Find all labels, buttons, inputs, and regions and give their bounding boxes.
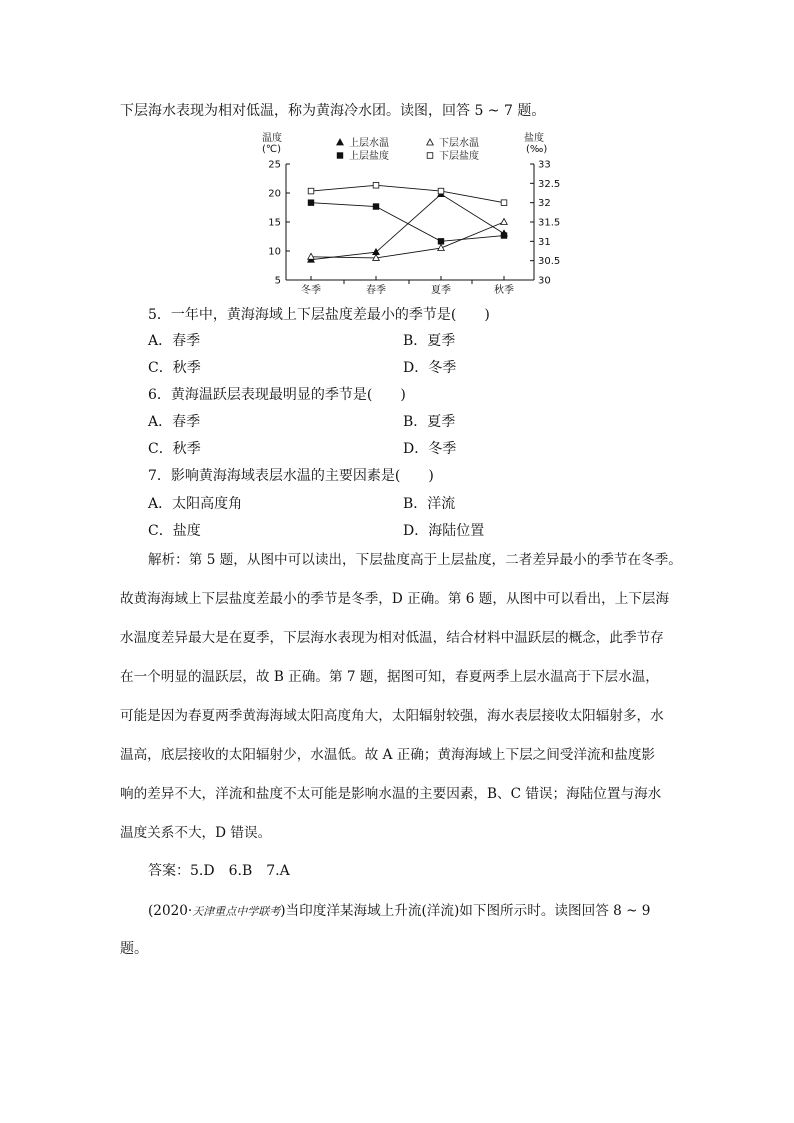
data-point — [501, 219, 508, 225]
question-5-option-a: A．春季 — [148, 333, 201, 349]
x-tick-label: 春季 — [366, 285, 386, 296]
right-tick-label: 30 — [538, 275, 551, 287]
left-tick-label: 20 — [268, 188, 281, 200]
data-point — [438, 239, 444, 245]
legend-label: 下层盐度 — [439, 151, 479, 162]
left-tick-label: 25 — [268, 159, 281, 171]
x-tick-label: 冬季 — [301, 285, 321, 296]
question-6-option-d: D．冬季 — [403, 441, 457, 457]
left-axis-title: 温度 — [262, 133, 282, 144]
source-suffix: )当印度洋某海域上升流(洋流)如下图所示时。读图回答 8 ~ 9 — [280, 903, 651, 919]
data-point — [373, 204, 379, 210]
legend-label: 下层水温 — [439, 138, 479, 149]
analysis-line: 可能是因为春夏两季黄海海域太阳高度角大，太阳辐射较强，海水表层接收太阳辐射多，水 — [120, 708, 664, 724]
legend-marker — [427, 139, 434, 145]
source-name: 天津重点中学联考 — [192, 905, 281, 918]
data-point — [308, 253, 315, 259]
right-tick-label: 30.5 — [538, 256, 561, 268]
legend-marker — [427, 153, 433, 159]
series-line — [311, 185, 504, 202]
question-6-stem: 6．黄海温跃层表现最明显的季节是( ) — [148, 387, 406, 403]
question-5-option-c: C．秋季 — [148, 360, 201, 376]
legend-label: 上层水温 — [349, 138, 389, 149]
analysis-line: 响的差异不大，洋流和盐度不太可能是影响水温的主要因素，B、C 错误；海陆位置与海水 — [120, 786, 662, 802]
question-6-option-b: B．夏季 — [403, 414, 456, 430]
right-tick-label: 32 — [538, 198, 551, 210]
answer-line: 答案：5.D 6.B 7.A — [148, 863, 290, 879]
left-tick-label: 5 — [274, 275, 281, 287]
left-tick-label: 15 — [268, 217, 281, 229]
data-point — [373, 182, 379, 188]
legend-label: 上层盐度 — [349, 151, 389, 162]
question-5-stem: 5．一年中，黄海海域上下层盐度差最小的季节是( ) — [148, 307, 490, 323]
right-tick-label: 33 — [538, 159, 551, 171]
question-7-option-b: B．洋流 — [403, 496, 456, 512]
analysis-line: 温高，底层接收的太阳辐射少，水温低。故 A 正确；黄海海域上下层之间受洋流和盐度影 — [120, 747, 656, 763]
data-point — [501, 233, 507, 239]
series-line — [311, 203, 504, 242]
temperature-salinity-chart — [258, 130, 561, 296]
question-7-option-a: A．太阳高度角 — [148, 496, 243, 512]
question-6-option-c: C．秋季 — [148, 441, 201, 457]
data-point — [438, 188, 444, 194]
analysis-line: 温度关系不大，D 错误。 — [120, 825, 272, 841]
x-tick-label: 夏季 — [431, 285, 451, 296]
question-5-option-d: D．冬季 — [403, 360, 457, 376]
data-point — [308, 188, 314, 194]
analysis-line: 故黄海海域上下层盐度差最小的季节是冬季，D 正确。第 6 题，从图中可以看出，上下层海 — [120, 591, 670, 607]
question-7-option-c: C．盐度 — [148, 523, 201, 539]
legend-marker — [337, 153, 343, 159]
question-5-option-b: B．夏季 — [403, 333, 456, 349]
next-question-intro-end: 题。 — [120, 941, 148, 957]
question-6-option-a: A．春季 — [148, 414, 201, 430]
question-7-option-d: D．海陆位置 — [403, 523, 485, 539]
data-point — [308, 200, 314, 206]
intro-text: 下层海水表现为相对低温，称为黄海冷水团。读图，回答 5 ~ 7 题。 — [120, 103, 546, 119]
left-tick-label: 10 — [268, 246, 281, 258]
legend-marker — [337, 139, 344, 145]
right-tick-label: 31 — [538, 236, 551, 248]
next-question-intro — [148, 899, 650, 919]
analysis-line: 在一个明显的温跃层，故 B 正确。第 7 题，据图可知，春夏两季上层水温高于下层水温， — [120, 669, 659, 685]
right-tick-label: 31.5 — [538, 217, 561, 229]
x-tick-label: 秋季 — [494, 285, 514, 296]
right-axis-title: 盐度 — [524, 133, 544, 144]
series-line — [311, 222, 504, 258]
data-point — [501, 200, 507, 206]
right-tick-label: 32.5 — [538, 178, 561, 190]
left-axis-unit: (℃) — [262, 144, 282, 155]
source-prefix: (2020· — [148, 903, 193, 919]
analysis-line: 水温度差异最大是在夏季，下层海水表现为相对低温，结合材料中温跃层的概念，此季节存 — [120, 630, 664, 646]
question-7-stem: 7．影响黄海海域表层水温的主要因素是( ) — [148, 468, 434, 484]
right-axis-unit: (‰) — [526, 144, 548, 155]
analysis-line: 解析：第 5 题，从图中可以读出，下层盐度高于上层盐度，二者差异最小的季节在冬季。 — [148, 552, 682, 568]
